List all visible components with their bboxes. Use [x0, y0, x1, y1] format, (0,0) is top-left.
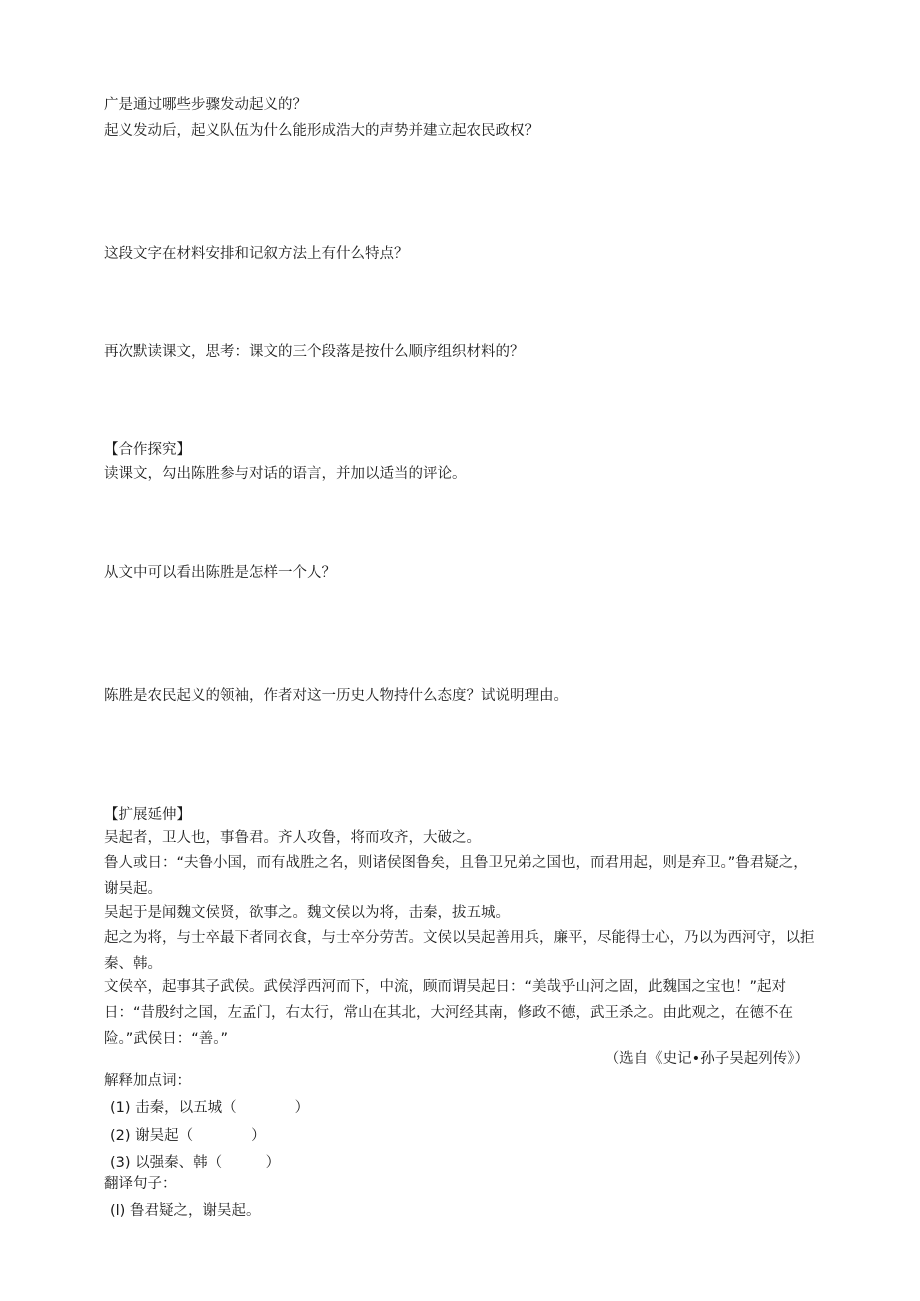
question-text: 读课文，勾出陈胜参与对话的语言，并加以适当的评论。 [104, 466, 467, 482]
section-heading-cooperation: 【合作探究】 [104, 442, 191, 458]
question-text: 再次默读课文，思考：课文的三个段落是按什么顺序组织材料的？ [104, 344, 525, 360]
passage-paragraph: 吴起于是闻魏文侯贤，欲事之。魏文侯以为将，击秦，拔五城。 [104, 905, 510, 921]
question-text: 起义发动后，起义队伍为什么能形成浩大的声势并建立起农民政权？ [104, 123, 539, 139]
explain-item: (1) 击秦，以五城（ ） [110, 1100, 310, 1116]
translate-heading: 翻译句子： [104, 1176, 177, 1192]
question-text: 广是通过哪些步骤发动起义的？ [104, 97, 307, 113]
question-text: 这段文字在材料安排和记叙方法上有什么特点？ [104, 246, 409, 262]
explain-item: (3) 以强秦、韩（ ） [110, 1155, 281, 1171]
question-text: 陈胜是农民起义的领袖，作者对这一历史人物持什么态度？试说明理由。 [104, 688, 568, 704]
explain-heading: 解释加点词： [104, 1073, 191, 1089]
passage-paragraph: 鲁人或日：“夫鲁小国，而有战胜之名，则诸侯图鲁矣，且鲁卫兄弟之国也，而君用起，则是弃卫。”鲁君疑之，谢吴起。 [104, 855, 808, 897]
passage-paragraph: 吴起者，卫人也，事鲁君。齐人攻鲁，将而攻齐，大破之。 [104, 830, 481, 846]
passage-paragraph: 起之为将，与士卒最下者同衣食，与士卒分劳苦。文侯以吴起善用兵，廉平，尽能得士心，乃以为西河守，以拒秦、韩。 [104, 930, 815, 972]
question-text: 从文中可以看出陈胜是怎样一个人？ [104, 565, 336, 581]
translate-item: (l) 鲁君疑之，谢吴起。 [110, 1203, 261, 1219]
passage-paragraph: 文侯卒，起事其子武侯。武侯浮西河而下，中流，顾而谓吴起日：“美哉乎山河之固，此魏国之宝也！”起对日：“昔殷纣之国，左孟门，右太行，常山在其北，大河经其南，修政不德，武王杀之。由此观之，在德不在险。”武侯日：“善。” [104, 979, 794, 1047]
section-heading-extension: 【扩展延伸】 [104, 807, 191, 823]
passage-source: （选自《史记•孙子吴起列传》） [604, 1051, 809, 1067]
explain-item: (2) 谢吴起（ ） [110, 1128, 266, 1144]
